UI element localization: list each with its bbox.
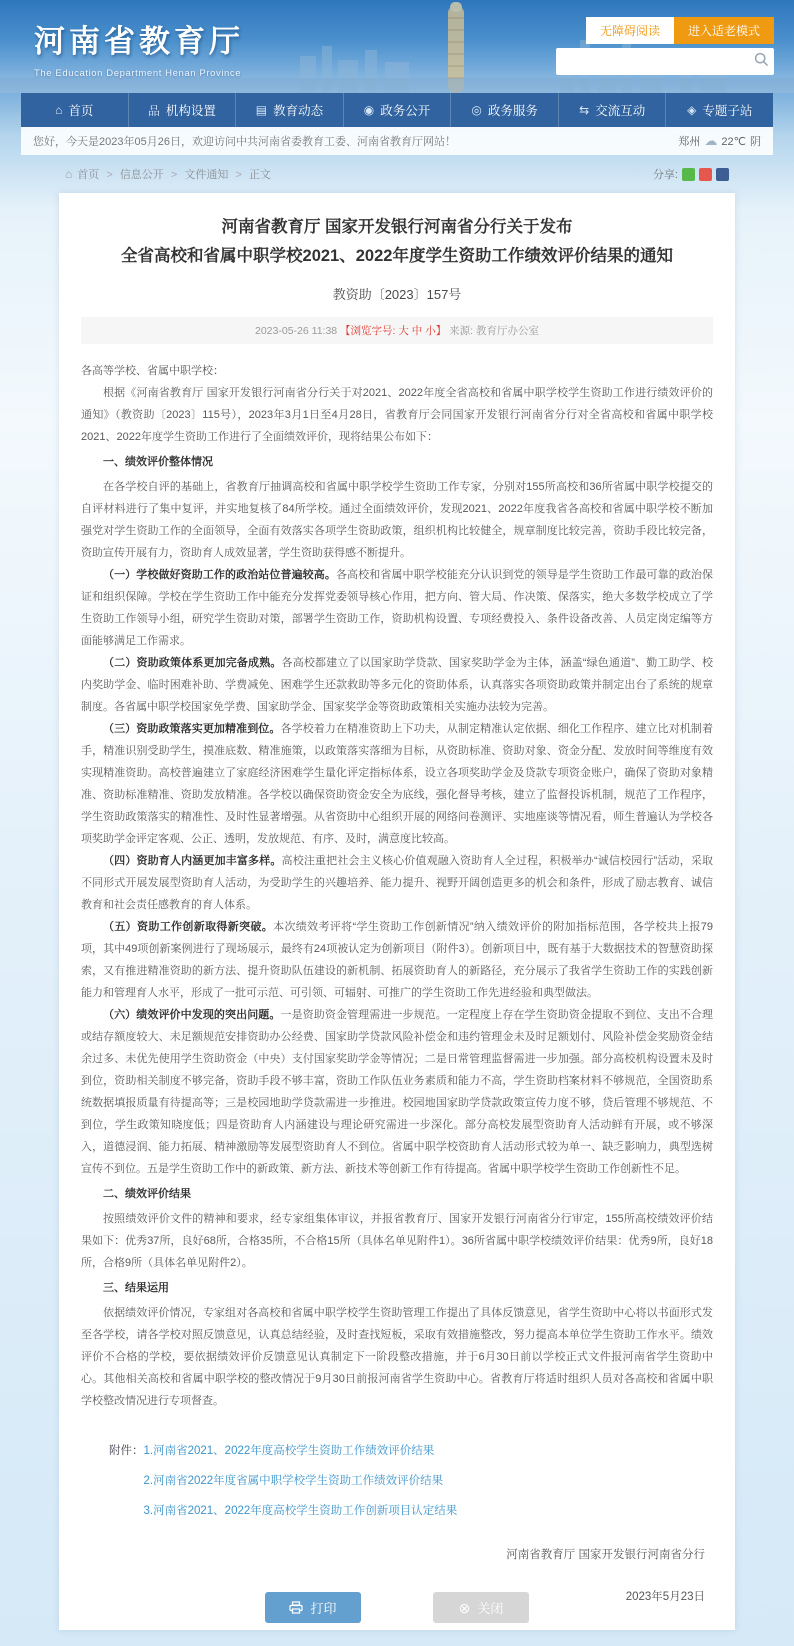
nav-label: 交流互动	[595, 104, 646, 118]
paragraph: 根据《河南省教育厅 国家开发银行河南省分行关于对2021、2022年度全省高校和省属中职学校学生资助工作进行绩效评价的通知》（教资助〔2023〕115号），2023年3月1日至4月28日，省教育厅会同国家开发银行河南省分行对全省高校和省属中职学校2021、2022年度学生资助工作进行了全面绩效评价，现将结果公布如下：	[81, 386, 713, 443]
attachment-link-2[interactable]: 2.河南省2022年度省属中职学校学生资助工作绩效评价结果	[143, 1474, 444, 1487]
paragraph: （五）资助工作创新取得新突破。本次绩效考评将“学生资助工作创新情况”纳入绩效评价的附加指标范围，各学校共上报79项，其中49项创新案例进行了现场展示，最终有24项被认定为创新项目（附件3）。创新项目中，既有基于大数据技术的智慧资助探索，又有推进精准资助的新方法、提升资助队伍建设的新机制、拓展资助育人的新路径，充分展示了我省学生资助工作的实践创新能力和管理育人水平，形成了一批可示范、可引领、可辐射、可推广的学生资助工作先进经验和典型做法。	[81, 920, 713, 999]
footer-actions	[0, 1592, 794, 1623]
publish-datetime: 2023-05-26 11:38	[255, 324, 338, 337]
nav-label: 政务服务	[487, 104, 538, 118]
paragraph: 按照绩效评价文件的精神和要求，经专家组集体审议，并报省教育厅、国家开发银行河南省分行审定，155所高校绩效评价结果如下：优秀37所，良好68所，合格35所，不合格15所（具体名单见附件1）。36所省属中职学校绩效评价结果：优秀9所，良好18所，合格9所（具体名单见附件2）。	[81, 1212, 713, 1269]
issue-date: 2023年5月23日	[625, 1590, 705, 1603]
greeting-text: 您好，今天是2023年05月26日，欢迎访问中共河南省委教育工委、河南省教育厅网站！	[33, 136, 456, 148]
paragraph: 依据绩效评价情况，专家组对各高校和省属中职学校学生资助管理工作提出了具体反馈意见，省学生资助中心将以书面形式发至各学校，请各学校对照反馈意见，认真总结经验，及时查找短板，采取有效措施整改，努力提高本单位学生资助工作水平。绩效评价不合格的学校，要依据绩效评价反馈意见认真制定下一阶段整改措施，并于6月30日前以学校正式文件报河南省学生资助中心。其他相关高校和省属中职学校的整改情况于9月30日前报河南省学生资助中心。省教育厅将适时组织人员对各高校和省属中职学校整改情况进行专项督查。	[81, 1306, 713, 1407]
close-button-label: 关闭	[477, 1601, 504, 1616]
breadcrumb-separator: >	[170, 169, 178, 181]
nav-label: 首页	[68, 104, 94, 118]
nav-item-education-news[interactable]	[236, 93, 344, 127]
paragraph: （二）资助政策体系更加完备成熟。各高校都建立了以国家助学贷款、国家奖助学金为主体，涵盖“绿色通道”、勤工助学、校内奖助学金、临时困难补助、学费减免、困难学生还款救助等多元化的资助体系，认真落实各项资助政策并制定出台了系统的规章制度。各省属中职学校国家免学费、国家助学金、国家奖学金等资助政策相关实施办法较为完善。	[81, 656, 714, 713]
article-title-line2: 全省高校和省属中职学校2021、2022年度学生资助工作绩效评价结果的通知	[121, 246, 673, 265]
breadcrumb	[77, 166, 271, 182]
nav-label: 专题子站	[702, 104, 753, 118]
attachments-label: 附件：	[109, 1444, 144, 1457]
nav-label: 政务公开	[380, 104, 431, 118]
greeting-bar	[21, 127, 773, 155]
site-header	[0, 0, 794, 93]
paragraph: （三）资助政策落实更加精准到位。各学校着力在精准资助上下功夫，从制定精准认定依据、细化工作程序、建立比对机制着手，精准识别受助学生，摸准底数、精准施策，以政策落实落细为目标，从资助标准、资助对象、资金分配、发放时间等维度有效实现精准资助。高校普遍建立了家庭经济困难学生量化评定指标体系，设立各项奖助学金及贷款专项资金账户，确保了资助对象精准、资助标准精准、资助发放精准。各学校以确保资助资金安全为底线，强化督导考核，建立了监督投诉机制，规范了工作程序，学生资助政策落实的精准性、及时性显著增强。从省资助中心组织开展的网络问卷测评、实地座谈等情况看，师生普遍认为学校各项奖助学金评定客观、公正、透明，发放规范、有序、及时，满意度比较高。	[81, 722, 713, 845]
nav-item-interaction[interactable]	[559, 93, 667, 127]
site-title: 河南省教育厅	[34, 24, 244, 59]
section-heading-2: 二、绩效评价结果	[103, 1187, 191, 1200]
cloud-icon: ☁	[704, 133, 718, 148]
breadcrumb-document-notices[interactable]: 文件通知	[184, 169, 229, 181]
article-body	[81, 360, 713, 1412]
site-title-english: The Education Department Henan Province	[34, 68, 242, 79]
section-heading-1: 一、绩效评价整体情况	[103, 455, 213, 468]
breadcrumb-separator: >	[106, 169, 113, 181]
paragraph: （四）资助育人内涵更加丰富多样。高校注重把社会主义核心价值观融入资助育人全过程，积极举办“诚信校园行”活动，采取不同形式开展发展型资助育人活动，为受助学生的兴趣培养、能力提升、视野开阔创造更多的机会和条件，形成了励志教育、诚信教育和社会责任感教育的育人体系。	[81, 854, 714, 911]
breadcrumb-bar	[21, 161, 773, 187]
accessibility-button[interactable]: 无障碍阅读	[586, 17, 674, 44]
org-icon: 品	[147, 103, 160, 118]
paragraph: （一）学校做好资助工作的政治站位普遍较高。各高校和省属中职学校能充分认识到党的领导是学生资助工作最可靠的政治保证和组织保障。学校在学生资助工作中能充分发挥党委领导核心作用，把方向、管大局、作决策、保落实，绝大多数学校成立了学生资助工作领导小组，研究学生资助对策，部署学生资助工作，资助机构设置、专项经费投入、条件设备改善、人员定岗定编等方面能够满足工作需求。	[81, 568, 714, 647]
services-icon: ◎	[471, 103, 482, 117]
home-icon[interactable]: ⌂	[65, 167, 73, 181]
breadcrumb-info-disclosure[interactable]: 信息公开	[119, 169, 164, 181]
nav-item-organization[interactable]	[129, 93, 237, 127]
printer-icon	[289, 1601, 303, 1614]
header-buttons	[586, 17, 774, 44]
site-logo	[34, 16, 244, 79]
salutation: 各高等学校、省属中职学校：	[81, 364, 224, 377]
document-number: 教资助〔2023〕157号	[332, 286, 462, 302]
article-source: 来源: 教育厅办公室	[449, 324, 539, 337]
nav-label: 教育动态	[273, 104, 324, 118]
close-icon: ⊗	[458, 1599, 471, 1616]
weather-temp: 22℃	[721, 135, 746, 148]
font-size-control[interactable]: 【浏览字号: 大 中 小】	[340, 324, 447, 337]
home-icon: ⌂	[55, 103, 63, 117]
weather-widget	[678, 133, 761, 149]
nav-label: 机构设置	[165, 104, 216, 118]
subsites-icon: ◈	[687, 103, 697, 117]
close-button[interactable]	[433, 1592, 529, 1623]
breadcrumb-separator: >	[235, 169, 242, 181]
wechat-share-icon[interactable]	[682, 168, 695, 181]
attachment-link-1[interactable]: 1.河南省2021、2022年度高校学生资助工作绩效评价结果	[143, 1444, 435, 1457]
paragraph: （六）绩效评价中发现的突出问题。一是资助资金管理需进一步规范。一定程度上存在学生资助资金提取不到位、支出不合理或结存额度较大、未足额规范安排资助办公经费、国家助学贷款风险补偿金和违约管理金未及时足额划付、风险补偿金奖励资金结余过多、未优先使用学生资助资金（中央）支付国家奖助学金等情况；二是日常管理监督需进一步加强。部分高校机构设置未及时到位，资助相关制度不够完备，资助手段不够丰富，资助工作队伍业务素质和能力不高，学生资助档案材料不够规范，全国资助系统数据填报质量有待提高等；三是校园地助学贷款需进一步推进。校园地国家助学贷款政策宣传力度不够，贷后管理不够规范、不到位，学生政策知晓度低；四是资助育人内涵建设与理论研究需进一步深化。部分高校发展型资助育人活动鲜有开展，或不够深入，道德浸润、能力拓展、精神激励等发展型资助育人不到位。省属中职学校资助育人活动形式较为单一、缺乏影响力，典型选树宣传不到位。五是学生资助工作中的新政策、新方法、新技术等创新工作有待提高。省属中职学校学生资助工作创新性不足。	[81, 1008, 713, 1175]
weather-condition: 阴	[750, 136, 761, 148]
article-card	[59, 193, 735, 1630]
article-meta	[81, 317, 713, 344]
interaction-icon: ⇆	[579, 103, 590, 117]
print-button-label: 打印	[310, 1601, 337, 1616]
disclosure-icon: ◉	[363, 103, 375, 117]
attachments	[81, 1436, 713, 1526]
weather-city: 郑州	[678, 136, 701, 148]
nav-item-subsites[interactable]	[666, 93, 773, 127]
article-title-line1: 河南省教育厅 国家开发银行河南省分行关于发布	[221, 218, 573, 236]
share-label: 分享:	[652, 169, 678, 181]
weibo-share-icon[interactable]	[699, 168, 712, 181]
breadcrumb-current: 正文	[248, 169, 271, 181]
attachment-link-3[interactable]: 3.河南省2021、2022年度高校学生资助工作创新项目认定结果	[143, 1504, 458, 1517]
qq-share-icon[interactable]	[716, 168, 729, 181]
search-icon[interactable]	[748, 52, 774, 72]
section-heading-3: 三、结果运用	[103, 1281, 169, 1294]
news-icon: ▤	[255, 103, 268, 117]
paragraph: 在各学校自评的基础上，省教育厅抽调高校和省属中职学校学生资助工作专家，分别对155所高校和36所省属中职学校提交的自评材料进行了集中复评，并实地复核了84所学校。通过全面绩效评价，发现2021、2022年度我省各高校和省属中职学校不断加强党对学生资助工作的全面领导，全面有效落实各项学生资助政策，组织机构比较健全，规章制度比较完善，资助手段比较完备，资助宣传开展有力，资助育人成效显著，学生资助获得感不断提升。	[81, 480, 713, 559]
search-input[interactable]	[556, 48, 748, 75]
nav-item-home[interactable]	[21, 93, 129, 127]
nav-item-gov-services[interactable]	[451, 93, 559, 127]
issuing-authority: 河南省教育厅 国家开发银行河南省分行	[506, 1548, 705, 1561]
main-nav	[21, 93, 773, 127]
breadcrumb-home[interactable]: 首页	[77, 169, 100, 181]
elder-mode-button[interactable]: 进入适老模式	[674, 17, 774, 44]
share-widget	[653, 166, 729, 182]
nav-item-gov-disclosure[interactable]	[344, 93, 452, 127]
print-button[interactable]	[265, 1592, 361, 1623]
search-box	[556, 48, 774, 75]
